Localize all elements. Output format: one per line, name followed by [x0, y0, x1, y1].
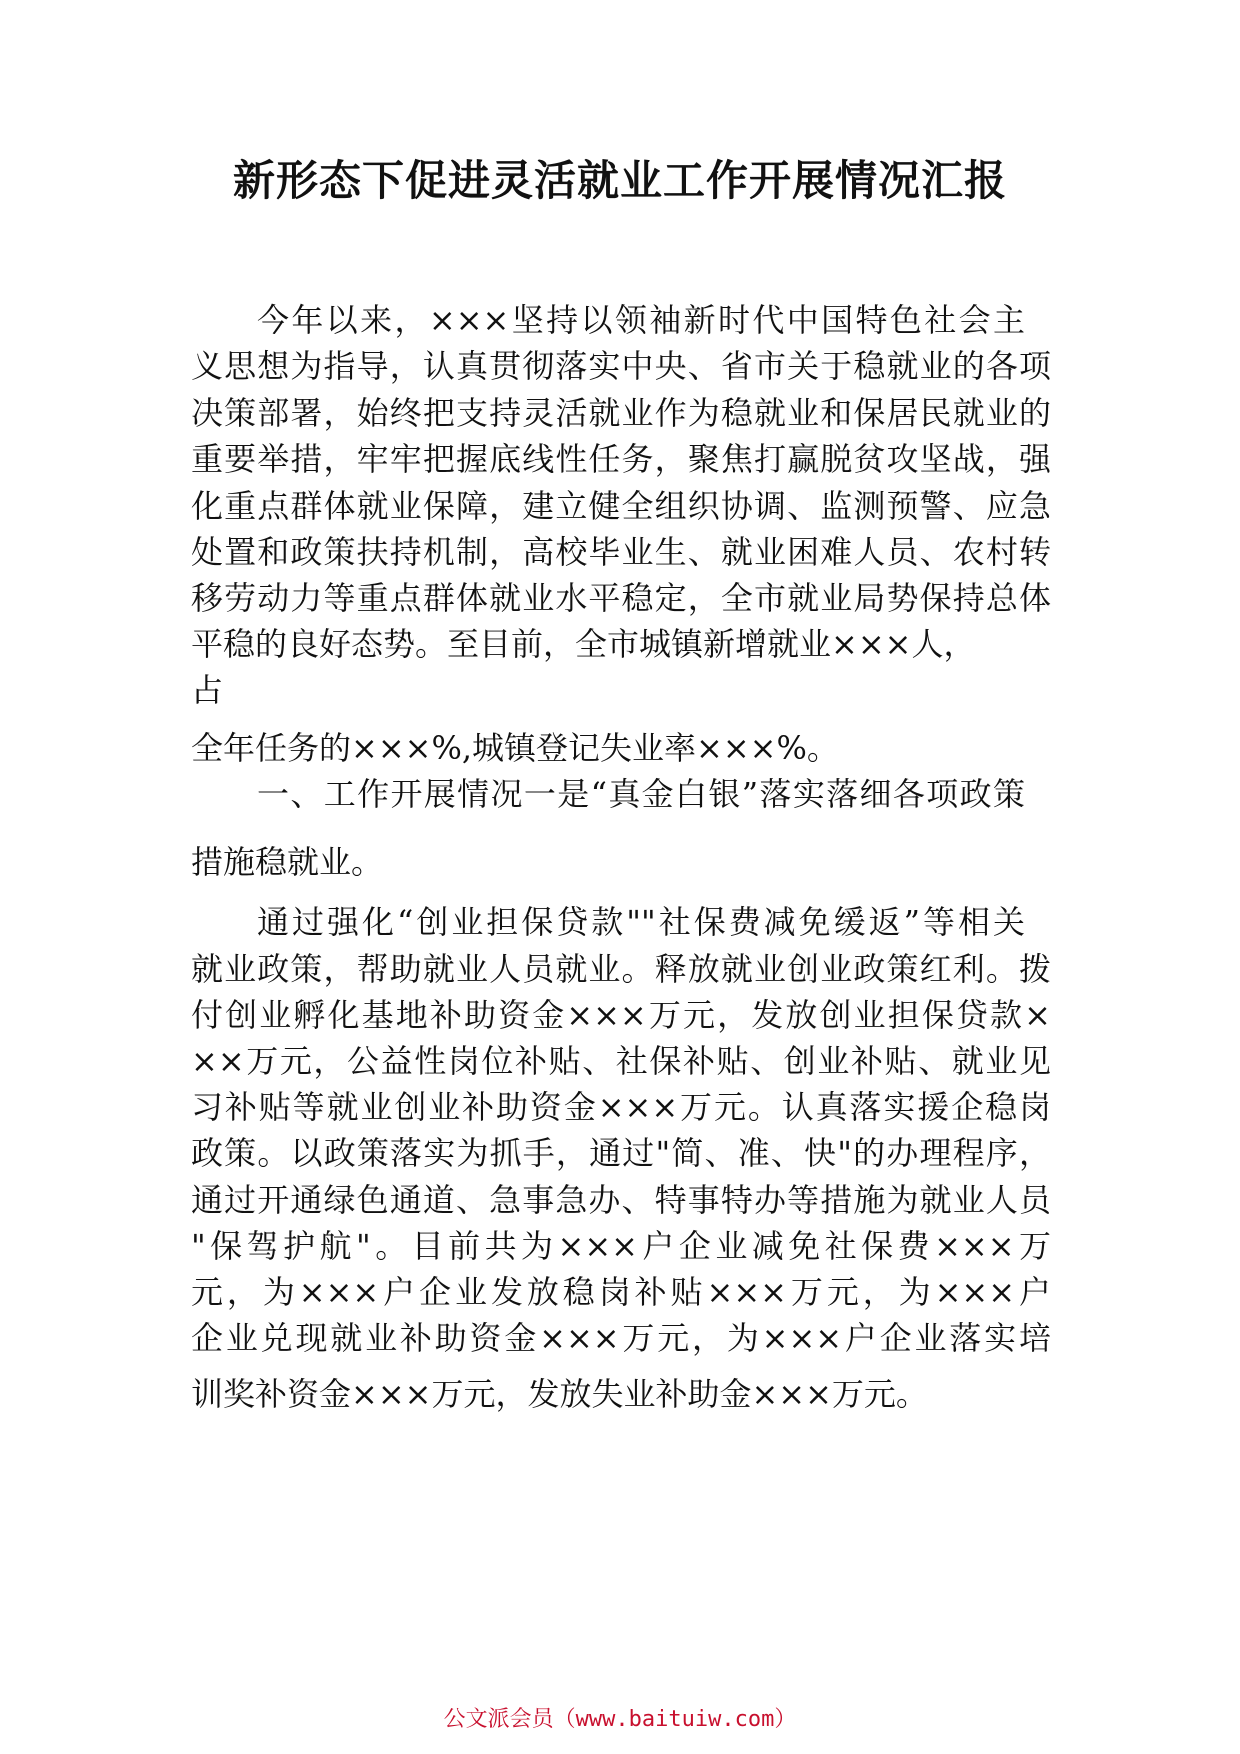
- paragraph-line: 元，为×××户企业发放稳岗补贴×××万元，为×××户: [191, 1273, 1051, 1311]
- paragraph-line: ××万元，公益性岗位补贴、社保补贴、创业补贴、就业见: [191, 1042, 1051, 1080]
- section-heading-line: 一、工作开展情况一是“真金白银”落实落细各项政策: [257, 775, 1025, 813]
- paragraph-line: 企业兑现就业补助资金×××万元，为×××户企业落实培: [191, 1319, 1051, 1357]
- paragraph-line: 移劳动力等重点群体就业水平稳定，全市就业局势保持总体: [191, 579, 1051, 617]
- paragraph-line: 付创业孵化基地补助资金×××万元，发放创业担保贷款×: [191, 996, 1051, 1034]
- paragraph-line: 通过强化“创业担保贷款""社保费减免缓返”等相关: [257, 903, 1025, 941]
- paragraph-line: 就业政策，帮助就业人员就业。释放就业创业政策红利。拨: [191, 950, 1051, 988]
- paragraph-line: 政策。以政策落实为抓手，通过"简、准、快"的办理程序，: [191, 1134, 1051, 1172]
- paragraph-line: "保驾护航"。目前共为×××户企业减免社保费×××万: [191, 1227, 1051, 1265]
- paragraph-line: 占: [191, 671, 224, 709]
- paragraph-line: 全年任务的×××%,城镇登记失业率×××%。: [191, 729, 839, 767]
- paragraph-line: 训奖补资金×××万元，发放失业补助金×××万元。: [191, 1375, 928, 1413]
- paragraph-line: 平稳的良好态势。至目前，全市城镇新增就业×××人，: [191, 625, 976, 663]
- paragraph-line: 决策部署，始终把支持灵活就业作为稳就业和保居民就业的: [191, 394, 1051, 432]
- paragraph-line: 义思想为指导，认真贯彻落实中央、省市关于稳就业的各项: [191, 347, 1051, 385]
- paragraph-line: 通过开通绿色通道、急事急办、特事特办等措施为就业人员: [191, 1181, 1051, 1219]
- document-title: 新形态下促进灵活就业工作开展情况汇报: [232, 156, 1007, 205]
- paragraph-line: 习补贴等就业创业补助资金×××万元。认真落实援企稳岗: [191, 1088, 1051, 1126]
- footer-source-link[interactable]: 公文派会员（www.baituiw.com）: [443, 1707, 797, 1732]
- paragraph-line: 化重点群体就业保障，建立健全组织协调、监测预警、应急: [191, 487, 1051, 525]
- paragraph-line: 处置和政策扶持机制，高校毕业生、就业困难人员、农村转: [191, 533, 1051, 571]
- paragraph-line: 今年以来，×××坚持以领袖新时代中国特色社会主: [257, 301, 1025, 339]
- section-heading-line: 措施稳就业。: [191, 843, 384, 881]
- paragraph-line: 重要举措，牢牢把握底线性任务，聚焦打赢脱贫攻坚战，强: [191, 440, 1051, 478]
